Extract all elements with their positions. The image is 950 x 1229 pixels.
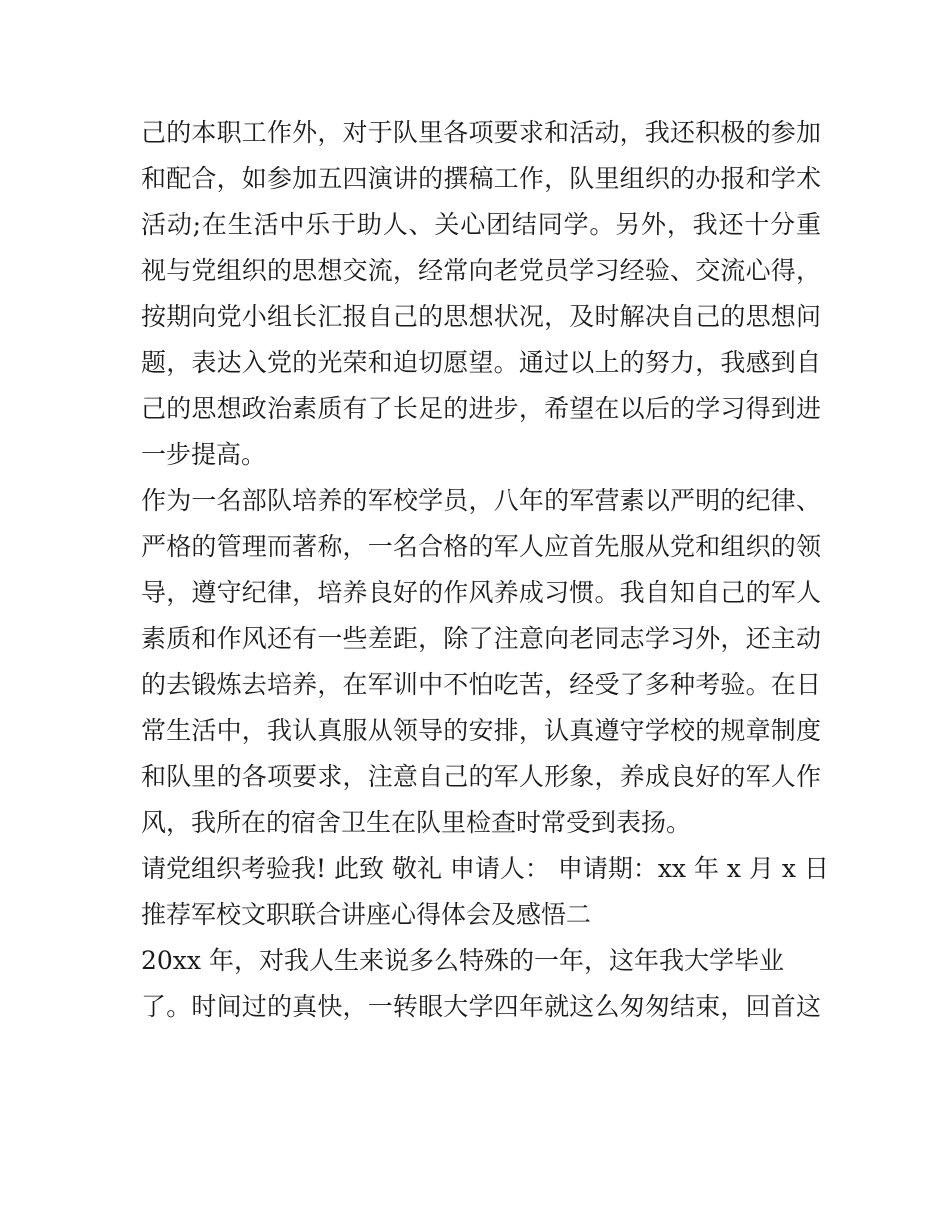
text-line: 己的思想政治素质有了长足的进步，希望在以后的学习得到进	[141, 394, 821, 423]
text-line: 素质和作风还有一些差距，除了注意向老同志学习外，还主动	[141, 624, 821, 653]
text-line: 作为一名部队培养的军校学员，八年的军营素以严明的纪律、	[141, 486, 821, 515]
document-body	[141, 110, 829, 1030]
text-line: 一步提高。	[141, 440, 267, 469]
text-line: 按期向党小组长汇报自己的思想状况，及时解决自己的思想问	[141, 302, 821, 331]
text-line: 己的本职工作外，对于队里各项要求和活动，我还积极的参加	[141, 118, 821, 147]
text-line: 请党组织考验我! 此致 敬礼 申请人： 申请期：xx 年 x 月 x 日	[141, 854, 829, 883]
text-line: 题，表达入党的光荣和迫切愿望。通过以上的努力，我感到自	[141, 348, 821, 377]
text-line: 常生活中，我认真服从领导的安排，认真遵守学校的规章制度	[141, 716, 821, 745]
text-line: 的去锻炼去培养，在军训中不怕吃苦，经受了多种考验。在日	[141, 670, 821, 699]
text-line: 20xx 年，对我人生来说多么特殊的一年，这年我大学毕业	[141, 946, 784, 975]
section-heading: 推荐军校文职联合讲座心得体会及感悟二	[141, 900, 592, 929]
text-line: 和配合，如参加五四演讲的撰稿工作，队里组织的办报和学术	[141, 164, 821, 193]
text-line: 和队里的各项要求，注意自己的军人形象，养成良好的军人作	[141, 762, 821, 791]
text-line: 活动;在生活中乐于助人、关心团结同学。另外，我还十分重	[141, 210, 821, 239]
text-line: 导，遵守纪律，培养良好的作风养成习惯。我自知自己的军人	[141, 578, 821, 607]
text-line: 风，我所在的宿舍卫生在队里检查时常受到表扬。	[141, 808, 692, 837]
text-line: 视与党组织的思想交流，经常向老党员学习经验、交流心得，	[141, 256, 821, 285]
text-line: 了。时间过的真快，一转眼大学四年就这么匆匆结束，回首这	[141, 992, 821, 1021]
text-line: 严格的管理而著称，一名合格的军人应首先服从党和组织的领	[141, 532, 821, 561]
